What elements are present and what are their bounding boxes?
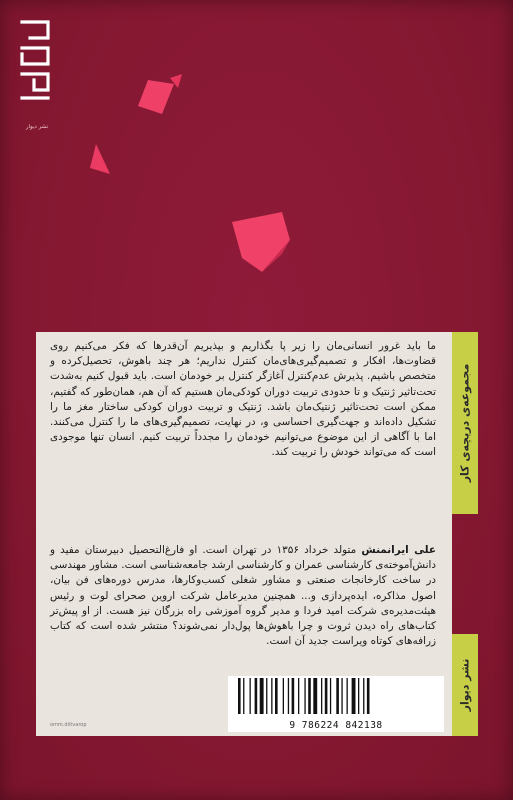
publisher-logo-caption: نشر دیوار [25, 124, 49, 130]
series-tab [452, 332, 478, 514]
shard-center [232, 212, 290, 272]
barcode-bars [230, 678, 442, 722]
publisher-label: نشر دیوار [458, 658, 472, 712]
isbn-barcode [228, 676, 444, 732]
blurb-panel [36, 332, 452, 736]
blurb-paragraph: ما باید غرور انسانی‌مان را زیر پا بگذاریم و بپذیریم آن‌قدرها که فکر می‌کنیم روی قضاوت‌ها، افکار و تصمیم‌گیری‌های‌مان کنترل نداریم؛ هر چند باهوش، تحصیل‌کرده و متخصص باشیم. پذیرش عدم‌کنترل آغازگر کنترل بر خودمان است. باید قبول کنیم به‌شدت تحت‌تاثیر ژنتیک و تا حدودی تربیت دوران کودکی‌مان هستیم که آن هم، همان‌طور که گفتیم، ممکن است تحت‌تاثیر ژنتیک‌مان باشد. ژنتیک و تربیت دوران کودکی ساختار مغز ما را تشکیل داده‌اند و جهت‌گیری احساسی و، در نهایت، تصمیم‌گیری‌های ما را کنترل می‌کنند. اما با آگاهی از این موضوع می‌توانیم خودمان را مجدداً تربیت کنیم. انسان تنها موجودی است که می‌تواند خودش را تربیت کند. [50, 340, 436, 459]
shard-left [90, 144, 110, 174]
red-shards-illustration [0, 0, 513, 340]
series-label: مجموعه‌ی دریچه‌ی کار [458, 363, 472, 483]
isbn-number: 9 786224 842138 [289, 720, 383, 731]
footnote-text: omm.diitvarop [50, 722, 87, 728]
author-name: علی ایرانمنش [361, 544, 436, 556]
author-bio-paragraph [50, 543, 436, 649]
author-bio: متولد خرداد ۱۳۵۶ در تهران است. او فارغ‌التحصیل دبیرستان مفید و دانش‌آموخته‌ی کارشناسی عمران و کارشناسی ارشد جامعه‌شناسی است. مشاور مهندسی در ساخت کارخانجات صنعتی و مشاور شغلی کسب‌وکارها، مدرس دوره‌های فن بیان، اصول مذاکره، ایده‌پردازی و... همچنین مدیرعامل شرکت اروین صحرای لوت و رئیس هیئت‌مدیره‌ی شرکت امید فردا و مدیر گروه آموزشی راه بزرگان نیز هست. از او پیش‌تر کتاب‌های راه دیدن ثروت و چرا باهوش‌ها پول‌دار نمی‌شوند؟ منتشر شده است که کتاب زرافه‌های کوتاه ویراست جدید آن است. [50, 544, 436, 648]
publisher-tab [452, 634, 478, 736]
shard-top-right [138, 80, 174, 114]
